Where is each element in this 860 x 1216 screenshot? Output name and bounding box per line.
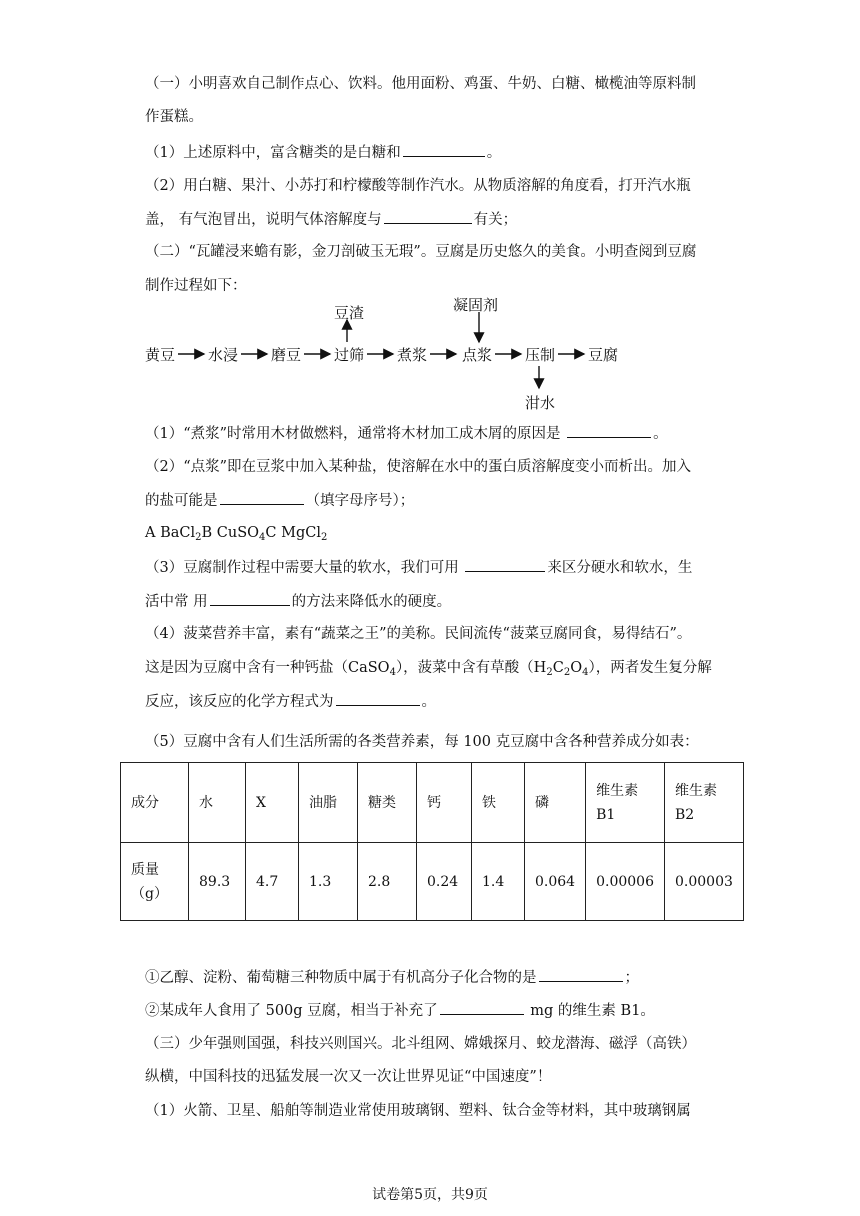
tofu-process-diagram [140, 296, 660, 420]
text: 维生素 [675, 782, 717, 799]
subscript: 4 [582, 667, 589, 678]
option-b: B CuSO [201, 525, 260, 541]
question-line: 作蛋糕。 [145, 109, 203, 125]
node-zhujiang: 煮浆 [397, 346, 428, 364]
text: 盖， 有气泡冒出，说明气体溶解度与 [145, 212, 382, 228]
text: （1）“煮浆”时常用木材做燃料，通常将木材加工成木屑的原因是 [145, 426, 566, 442]
text: 。 [653, 426, 668, 442]
node-huangdou: 黄豆 [145, 346, 176, 364]
text: 的盐可能是 [145, 493, 218, 509]
question-line: 纵横，中国科技的迅猛发展一次又一次让世界见证“中国速度”！ [145, 1069, 552, 1085]
table-cell: 0.00003 [665, 843, 744, 921]
node-ningguji: 凝固剂 [453, 296, 499, 314]
question-line [145, 490, 414, 511]
text: 这是因为豆腐中含有一种钙盐（CaSO [145, 660, 390, 676]
page-footer: 试卷第5页，共9页 [372, 1187, 488, 1203]
text: C [552, 660, 564, 676]
node-guolv: 过筛 [334, 346, 365, 364]
answer-blank[interactable] [440, 1000, 524, 1015]
table-cell: 磷 [525, 763, 586, 843]
text: B2 [675, 806, 695, 823]
node-douzha: 豆渣 [334, 304, 365, 322]
text: 维生素 [596, 782, 639, 799]
subscript: 4 [389, 667, 396, 678]
answer-blank[interactable] [210, 591, 290, 606]
question-line [145, 423, 668, 444]
answer-blank[interactable] [567, 423, 651, 438]
text: 有关； [473, 212, 518, 228]
node-xieshui: 泔水 [525, 394, 556, 412]
node-shuijin: 水浸 [208, 346, 239, 364]
subscript: 2 [320, 532, 328, 543]
text: （g） [131, 885, 168, 902]
answer-blank[interactable] [336, 691, 420, 706]
text: ②某成年人食用了 500g 豆腐，相当于补充了 [145, 1003, 438, 1019]
answer-blank[interactable] [220, 490, 304, 505]
node-modou: 磨豆 [271, 346, 302, 364]
table-cell: 油脂 [299, 763, 358, 843]
table-cell: 铁 [472, 763, 525, 843]
table-cell: 水 [189, 763, 246, 843]
answer-blank[interactable] [384, 209, 472, 224]
table-cell: 1.4 [472, 843, 525, 921]
table-cell: 糖类 [358, 763, 417, 843]
nutrition-table [120, 762, 744, 921]
subscript: 2 [546, 667, 553, 678]
subscript: 2 [563, 667, 571, 678]
question-line: （5）豆腐中含有人们生活所需的各类营养素，每 100 克豆腐中含各种营养成分如表： [145, 734, 699, 750]
option-a: A BaCl [145, 525, 196, 541]
question-line: （2）“点浆”即在豆浆中加入某种盐，使溶解在水中的蛋白质溶解度变小而析出。加入 [145, 459, 692, 475]
text: 。 [421, 694, 436, 710]
text: 的方法来降低水的硬度。 [291, 594, 452, 610]
table-cell: 钙 [417, 763, 472, 843]
text: 质量 [131, 861, 159, 878]
text: （3）豆腐制作过程中需要大量的软水，我们可用 [145, 560, 464, 576]
text: mg 的维生素 B1。 [525, 1003, 655, 1019]
text: （1）上述原料中，富含糖类的是白糖和 [145, 145, 401, 161]
table-cell [665, 763, 744, 843]
table-cell: 0.24 [417, 843, 472, 921]
question-line: （1）火箭、卫星、船舶等制造业常使用玻璃钢、塑料、钛合金等材料，其中玻璃钢属 [145, 1103, 691, 1119]
question-line [145, 967, 639, 988]
question-line [145, 209, 517, 230]
subscript: 2 [195, 532, 202, 543]
question-line: （4）菠菜营养丰富，素有“蔬菜之王”的美称。民间流传“菠菜豆腐同食，易得结石”。 [145, 626, 692, 642]
table-cell: 4.7 [246, 843, 299, 921]
question-line: （2）用白糖、果汁、小苏打和柠檬酸等制作汽水。从物质溶解的角度看，打开汽水瓶 [145, 178, 691, 194]
text: ），两者发生复分解 [588, 660, 712, 676]
table-cell: 2.8 [358, 843, 417, 921]
table-cell [121, 843, 189, 921]
question-line: 制作过程如下： [145, 278, 247, 294]
table-cell: 成分 [121, 763, 189, 843]
question-line [145, 1000, 655, 1021]
table-cell [586, 763, 665, 843]
text: B1 [596, 806, 616, 823]
node-dianjiang: 点浆 [462, 346, 493, 364]
text: （填字母序号）； [305, 493, 415, 509]
text: 来区分硬水和软水，生 [547, 560, 693, 576]
question-line: （二）“瓦罐浸来蟾有影，金刀剖破玉无瑕”。豆腐是历史悠久的美食。小明查阅到豆腐 [145, 244, 697, 260]
answer-blank[interactable] [539, 967, 623, 982]
question-line [145, 557, 692, 578]
text: ），菠菜中含有草酸（H [395, 660, 547, 676]
table-cell: X [246, 763, 299, 843]
answer-blank[interactable] [403, 142, 485, 157]
text: ①乙醇、淀粉、葡萄糖三种物质中属于有机高分子化合物的是 [145, 970, 537, 986]
node-doufu: 豆腐 [588, 346, 619, 364]
text: 反应，该反应的化学方程式为 [145, 694, 334, 710]
option-c: C MgCl [265, 525, 321, 541]
text: 活中常 用 [145, 594, 208, 610]
question-line [145, 142, 501, 163]
node-yazhi: 压制 [525, 346, 556, 364]
subscript: 4 [259, 532, 266, 543]
text: 。 [486, 145, 502, 161]
table-cell: 89.3 [189, 843, 246, 921]
options-line [145, 523, 327, 543]
table-cell: 0.00006 [586, 843, 665, 921]
question-line: （三）少年强则国强，科技兴则国兴。北斗组网、嫦娥探月、蛟龙潜海、磁浮（高铁） [145, 1036, 696, 1052]
table-cell: 1.3 [299, 843, 358, 921]
text: ； [624, 970, 639, 986]
question-line [145, 658, 712, 678]
question-line [145, 691, 436, 712]
question-line [145, 591, 451, 612]
question-line: （一）小明喜欢自己制作点心、饮料。他用面粉、鸡蛋、牛奶、白糖、橄榄油等原料制 [145, 76, 696, 92]
table-cell: 0.064 [525, 843, 586, 921]
answer-blank[interactable] [465, 557, 545, 572]
table-row [121, 843, 744, 921]
table-row [121, 763, 744, 843]
text: O [570, 660, 583, 676]
